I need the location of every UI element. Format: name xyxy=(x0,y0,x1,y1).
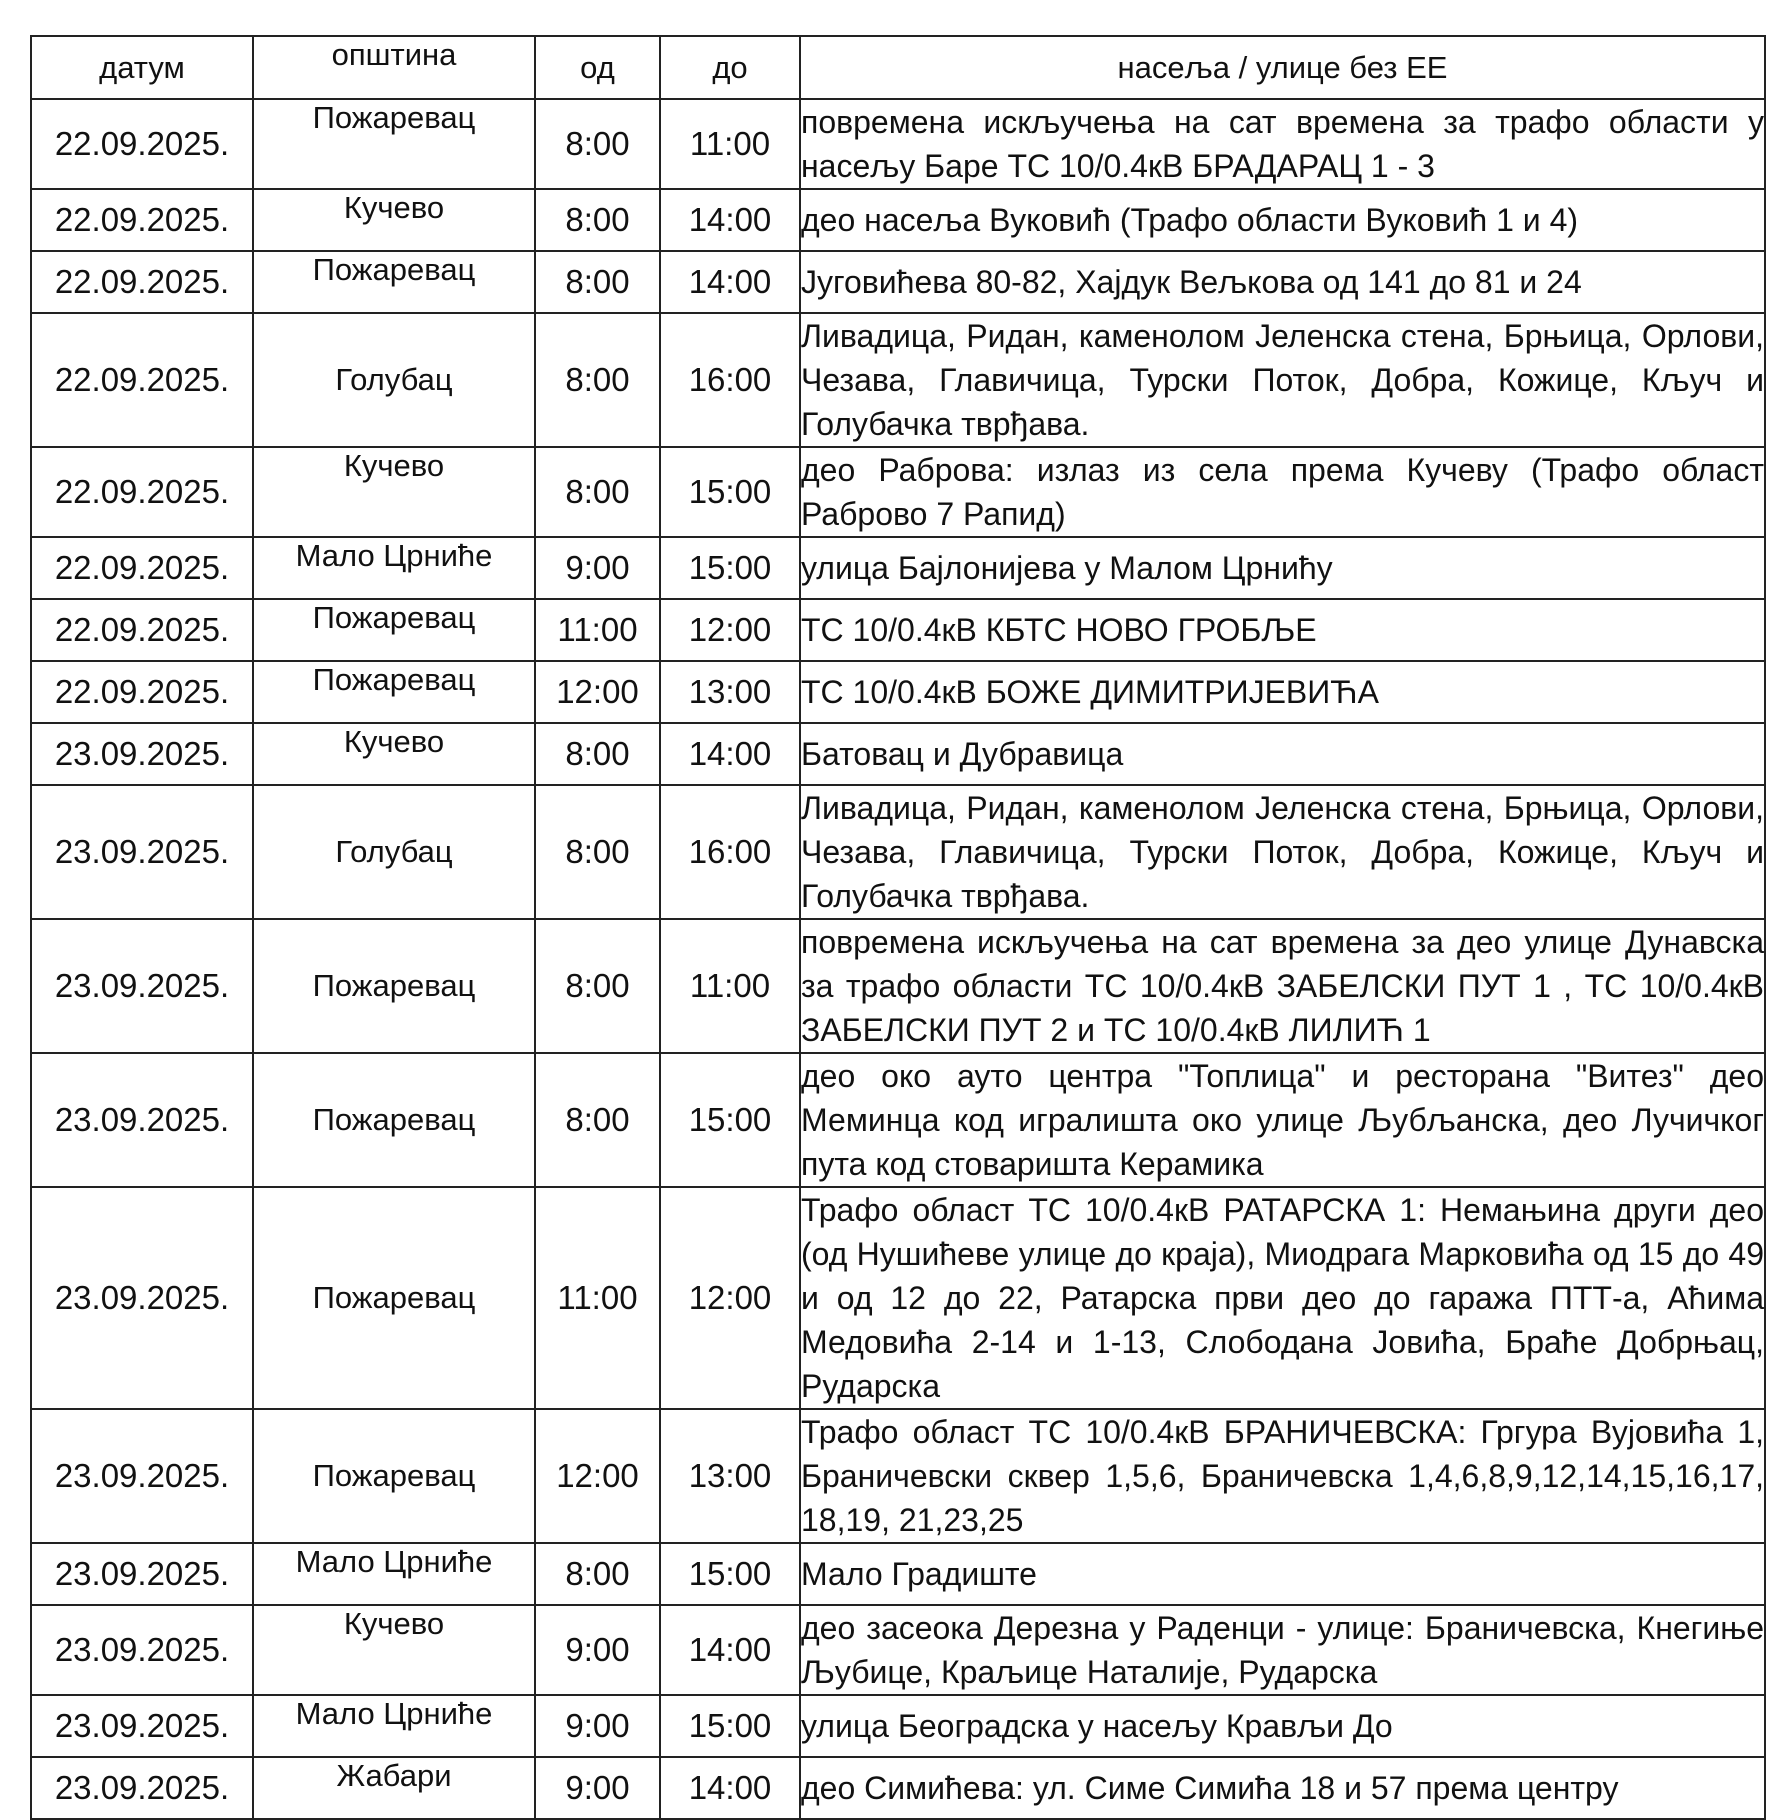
cell-area: Ливадица, Ридан, каменолом Јеленска стена, Брњица, Орлови, Чезава, Главичица, Турски Поток, Добра, Кожице, Кључ и Голубачка тврђава. xyxy=(800,313,1765,447)
cell-from: 8:00 xyxy=(535,313,660,447)
cell-to: 14:00 xyxy=(660,189,800,251)
power-outage-table xyxy=(30,35,1766,1820)
cell-from: 8:00 xyxy=(535,1543,660,1605)
cell-municipality: Пожаревац xyxy=(253,1053,535,1187)
table-row xyxy=(31,1053,1765,1187)
cell-area: део око ауто центра "Топлица" и ресторана "Витез" део Меминца код игралишта око улице Љубљанска, део Лучичког пута код стоваришта Керамика xyxy=(800,1053,1765,1187)
cell-to: 12:00 xyxy=(660,1187,800,1409)
cell-municipality: Пожаревац xyxy=(253,99,535,189)
header-date: датум xyxy=(31,36,253,99)
cell-municipality: Пожаревац xyxy=(253,661,535,723)
cell-to: 15:00 xyxy=(660,537,800,599)
table-row xyxy=(31,189,1765,251)
header-municipality: општина xyxy=(253,36,535,99)
cell-from: 8:00 xyxy=(535,447,660,537)
cell-municipality: Пожаревац xyxy=(253,1187,535,1409)
cell-date: 23.09.2025. xyxy=(31,1605,253,1695)
table-row xyxy=(31,1187,1765,1409)
cell-municipality: Мало Црниће xyxy=(253,1695,535,1757)
cell-municipality: Мало Црниће xyxy=(253,537,535,599)
cell-area: ТС 10/0.4кВ КБТС НОВО ГРОБЉЕ xyxy=(800,599,1765,661)
cell-municipality: Пожаревац xyxy=(253,251,535,313)
header-row xyxy=(31,36,1765,99)
cell-area: повремена искључења на сат времена за трафо области у насељу Баре ТС 10/0.4кВ БРАДАРАЦ 1 - 3 xyxy=(800,99,1765,189)
cell-date: 23.09.2025. xyxy=(31,1543,253,1605)
cell-to: 13:00 xyxy=(660,1409,800,1543)
cell-municipality: Кучево xyxy=(253,1605,535,1695)
cell-from: 8:00 xyxy=(535,919,660,1053)
table-header xyxy=(31,36,1765,99)
cell-from: 9:00 xyxy=(535,1605,660,1695)
cell-from: 8:00 xyxy=(535,251,660,313)
cell-to: 14:00 xyxy=(660,723,800,785)
cell-area: ТС 10/0.4кВ БОЖЕ ДИМИТРИЈЕВИЋА xyxy=(800,661,1765,723)
header-to: до xyxy=(660,36,800,99)
cell-area: део насеља Вуковић (Трафо области Вуковић 1 и 4) xyxy=(800,189,1765,251)
cell-area: улица Бајлонијева у Малом Црнићу xyxy=(800,537,1765,599)
cell-area: Батовац и Дубравица xyxy=(800,723,1765,785)
cell-area: Трафо област ТС 10/0.4кВ БРАНИЧЕВСКА: Гргура Вујовића 1, Браничевски сквер 1,5,6, Браничевска 1,4,6,8,9,12,14,15,16,17, 18,19, 21,23,25 xyxy=(800,1409,1765,1543)
cell-date: 22.09.2025. xyxy=(31,599,253,661)
cell-municipality: Кучево xyxy=(253,189,535,251)
cell-municipality: Пожаревац xyxy=(253,1409,535,1543)
table-row xyxy=(31,447,1765,537)
cell-from: 9:00 xyxy=(535,1695,660,1757)
cell-date: 23.09.2025. xyxy=(31,785,253,919)
table-row xyxy=(31,537,1765,599)
table-row xyxy=(31,599,1765,661)
cell-to: 15:00 xyxy=(660,1543,800,1605)
cell-from: 8:00 xyxy=(535,785,660,919)
table-row xyxy=(31,723,1765,785)
cell-from: 8:00 xyxy=(535,723,660,785)
cell-date: 23.09.2025. xyxy=(31,1187,253,1409)
cell-to: 16:00 xyxy=(660,313,800,447)
cell-area: улица Београдска у насељу Крављи До xyxy=(800,1695,1765,1757)
cell-from: 12:00 xyxy=(535,661,660,723)
cell-from: 8:00 xyxy=(535,189,660,251)
cell-to: 14:00 xyxy=(660,1757,800,1819)
cell-to: 11:00 xyxy=(660,919,800,1053)
cell-to: 14:00 xyxy=(660,1605,800,1695)
table-row xyxy=(31,1543,1765,1605)
cell-area: Југовићева 80-82, Хајдук Вељкова од 141 до 81 и 24 xyxy=(800,251,1765,313)
cell-date: 22.09.2025. xyxy=(31,537,253,599)
cell-municipality: Голубац xyxy=(253,313,535,447)
cell-municipality: Пожаревац xyxy=(253,599,535,661)
cell-to: 11:00 xyxy=(660,99,800,189)
cell-municipality: Кучево xyxy=(253,447,535,537)
cell-municipality: Кучево xyxy=(253,723,535,785)
cell-date: 23.09.2025. xyxy=(31,1409,253,1543)
cell-date: 23.09.2025. xyxy=(31,1695,253,1757)
cell-from: 8:00 xyxy=(535,1053,660,1187)
cell-municipality: Пожаревац xyxy=(253,919,535,1053)
header-from: од xyxy=(535,36,660,99)
cell-date: 23.09.2025. xyxy=(31,1053,253,1187)
cell-area: део Симићева: ул. Симе Симића 18 и 57 према центру xyxy=(800,1757,1765,1819)
cell-area: повремена искључења на сат времена за део улице Дунавска за трафо области ТС 10/0.4кВ ЗАБЕЛСКИ ПУТ 1 , ТС 10/0.4кВ ЗАБЕЛСКИ ПУТ 2 и ТС 10/0.4кВ ЛИЛИЋ 1 xyxy=(800,919,1765,1053)
cell-date: 22.09.2025. xyxy=(31,313,253,447)
cell-municipality: Мало Црниће xyxy=(253,1543,535,1605)
cell-date: 23.09.2025. xyxy=(31,919,253,1053)
cell-to: 15:00 xyxy=(660,447,800,537)
cell-from: 11:00 xyxy=(535,599,660,661)
table-row xyxy=(31,99,1765,189)
cell-area: Ливадица, Ридан, каменолом Јеленска стена, Брњица, Орлови, Чезава, Главичица, Турски Поток, Добра, Кожице, Кључ и Голубачка тврђава. xyxy=(800,785,1765,919)
cell-area: део Раброва: излаз из села према Кучеву (Трафо област Раброво 7 Рапид) xyxy=(800,447,1765,537)
cell-from: 9:00 xyxy=(535,537,660,599)
table-row xyxy=(31,313,1765,447)
cell-date: 22.09.2025. xyxy=(31,661,253,723)
table-row xyxy=(31,1757,1765,1819)
cell-from: 11:00 xyxy=(535,1187,660,1409)
cell-date: 22.09.2025. xyxy=(31,99,253,189)
cell-area: део засеока Дерезна у Раденци - улице: Браничевска, Кнегиње Љубице, Краљице Наталије, Рударска xyxy=(800,1605,1765,1695)
table-row xyxy=(31,785,1765,919)
cell-date: 22.09.2025. xyxy=(31,189,253,251)
cell-to: 13:00 xyxy=(660,661,800,723)
cell-date: 23.09.2025. xyxy=(31,723,253,785)
table-body xyxy=(31,99,1765,1819)
cell-to: 15:00 xyxy=(660,1695,800,1757)
table-row xyxy=(31,1695,1765,1757)
cell-to: 16:00 xyxy=(660,785,800,919)
table-row xyxy=(31,1409,1765,1543)
table-row xyxy=(31,919,1765,1053)
table-row xyxy=(31,251,1765,313)
cell-to: 14:00 xyxy=(660,251,800,313)
cell-date: 22.09.2025. xyxy=(31,251,253,313)
cell-municipality: Голубац xyxy=(253,785,535,919)
cell-area: Трафо област ТС 10/0.4кВ РАТАРСКА 1: Немањина други део (од Нушићеве улице до краја), Миодрага Марковића од 15 до 49 и од 12 до 22, Ратарска први део до гаража ПТТ-а, Аћима Медовића 2-14 и 1-13, Слободана Јовића, Браће Добрњац, Рударска xyxy=(800,1187,1765,1409)
cell-to: 12:00 xyxy=(660,599,800,661)
table-row xyxy=(31,661,1765,723)
cell-date: 23.09.2025. xyxy=(31,1757,253,1819)
cell-to: 15:00 xyxy=(660,1053,800,1187)
cell-from: 8:00 xyxy=(535,99,660,189)
cell-municipality: Жабари xyxy=(253,1757,535,1819)
cell-area: Мало Градиште xyxy=(800,1543,1765,1605)
cell-from: 12:00 xyxy=(535,1409,660,1543)
header-area: насеља / улице без ЕЕ xyxy=(800,36,1765,99)
cell-from: 9:00 xyxy=(535,1757,660,1819)
table-row xyxy=(31,1605,1765,1695)
cell-date: 22.09.2025. xyxy=(31,447,253,537)
